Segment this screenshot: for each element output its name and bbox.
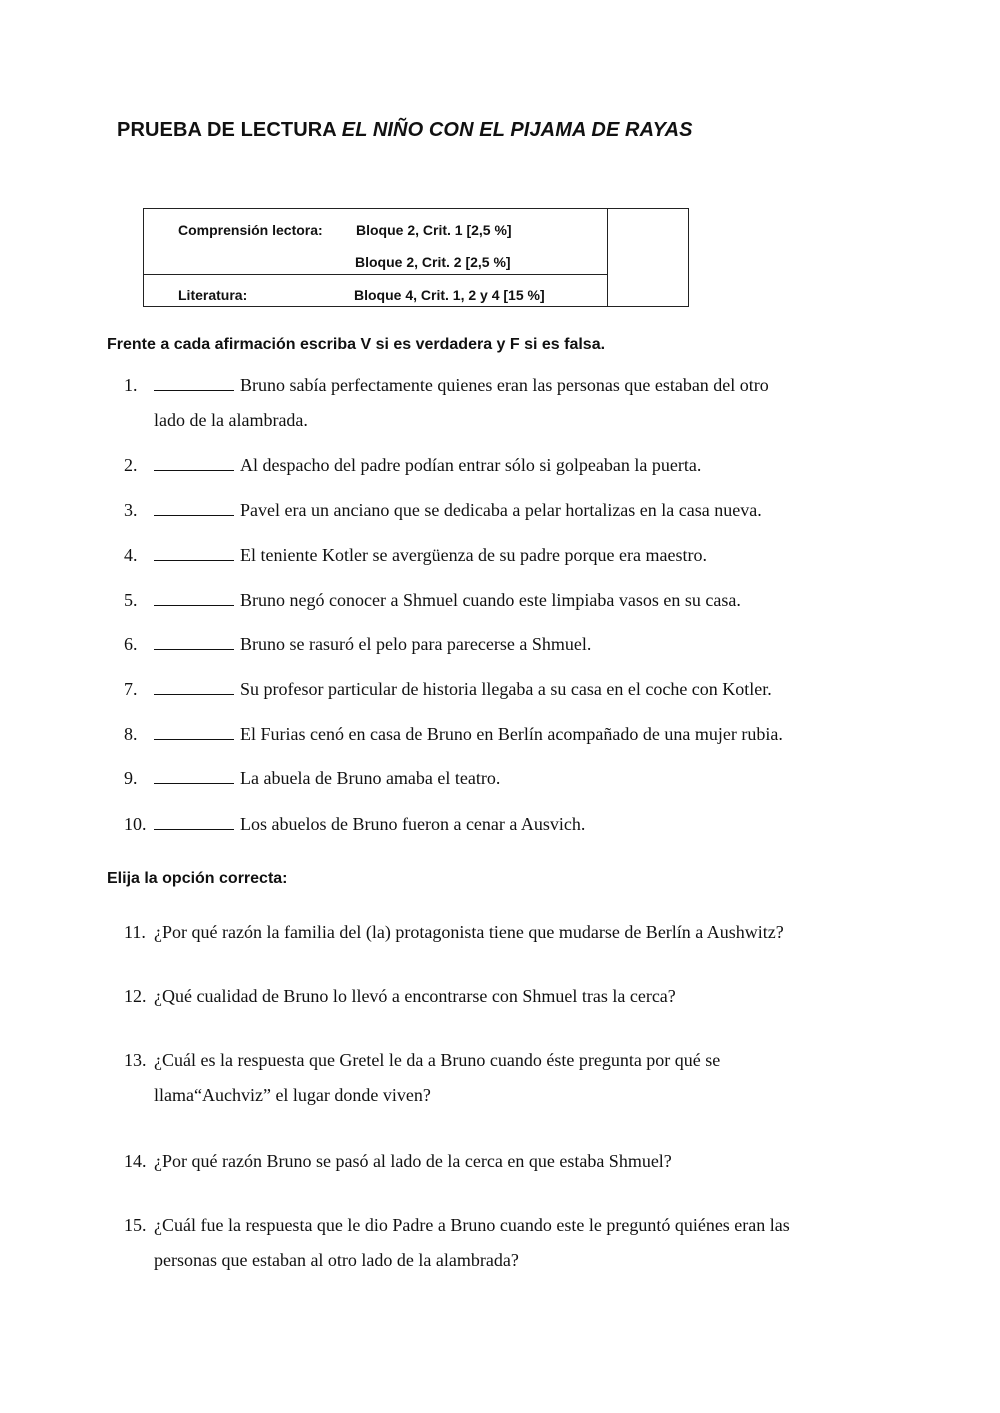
tf-item-9: [124, 761, 500, 796]
item-number: 4.: [124, 545, 138, 565]
grade-box: [608, 209, 689, 306]
question-text: ¿Por qué razón la familia del (la) protagonista tiene que mudarse de Berlín a Aushwitz?: [154, 922, 784, 942]
question-text: ¿Cuál es la respuesta que Gretel le da a Bruno cuando éste pregunta por qué se: [154, 1050, 721, 1070]
title-book: EL NIÑO CON EL PIJAMA DE RAYAS: [341, 119, 693, 141]
comprension-crit-1: Bloque 2, Crit. 1 [2,5 %]: [356, 222, 512, 238]
item-text: Los abuelos de Bruno fueron a cenar a Ausvich.: [240, 814, 586, 834]
tf-item-3: [124, 493, 762, 528]
item-text: Su profesor particular de historia llegaba a su casa en el coche con Kotler.: [240, 679, 772, 699]
tf-item-6: [124, 627, 591, 662]
answer-blank[interactable]: [154, 452, 234, 471]
tf-item-1: [124, 368, 769, 438]
answer-blank[interactable]: [154, 587, 234, 606]
question-11: [124, 915, 784, 950]
tf-item-4: [124, 538, 707, 573]
question-14: [124, 1144, 672, 1179]
page-title: [117, 119, 693, 142]
question-13: [124, 1043, 720, 1113]
item-number: 3.: [124, 500, 138, 520]
item-text: Pavel era un anciano que se dedicaba a pelar hortalizas en la casa nueva.: [240, 500, 762, 520]
item-text: El Furias cenó en casa de Bruno en Berlín acompañado de una mujer rubia.: [240, 724, 783, 744]
literatura-label: Literatura:: [178, 287, 248, 303]
answer-blank[interactable]: [154, 542, 234, 561]
item-number: 8.: [124, 724, 138, 744]
tf-item-5: [124, 583, 741, 618]
question-text: ¿Qué cualidad de Bruno lo llevó a encontrarse con Shmuel tras la cerca?: [154, 986, 676, 1006]
item-number: 6.: [124, 634, 138, 654]
item-number: 2.: [124, 455, 138, 475]
answer-blank[interactable]: [154, 676, 234, 695]
item-text-cont: lado de la alambrada.: [154, 410, 308, 430]
comprension-label: Comprensión lectora:: [178, 222, 323, 238]
item-number: 12.: [124, 986, 147, 1006]
item-number: 9.: [124, 768, 138, 788]
tf-item-7: [124, 672, 772, 707]
tf-item-2: [124, 448, 701, 483]
item-number: 7.: [124, 679, 138, 699]
question-text: ¿Por qué razón Bruno se pasó al lado de la cerca en que estaba Shmuel?: [154, 1151, 672, 1171]
answer-blank[interactable]: [154, 372, 234, 391]
comprension-crit-2: Bloque 2, Crit. 2 [2,5 %]: [355, 254, 511, 270]
answer-blank[interactable]: [154, 497, 234, 516]
literatura-crit: Bloque 4, Crit. 1, 2 y 4 [15 %]: [354, 287, 545, 303]
item-text: Al despacho del padre podían entrar sólo si golpeaban la puerta.: [240, 455, 702, 475]
item-text: Bruno se rasuró el pelo para parecerse a Shmuel.: [240, 634, 592, 654]
question-text: ¿Cuál fue la respuesta que le dio Padre a Bruno cuando este le preguntó quiénes eran las: [154, 1215, 790, 1235]
question-text-cont: llama“Auchviz” el lugar donde viven?: [154, 1085, 431, 1105]
criteria-table: [143, 208, 689, 307]
item-number: 5.: [124, 590, 138, 610]
item-text: Bruno negó conocer a Shmuel cuando este limpiaba vasos en su casa.: [240, 590, 741, 610]
tf-item-8: [124, 717, 783, 752]
section2-instruction: Elija la opción correcta:: [107, 870, 288, 887]
table-divider-horizontal: [144, 274, 607, 275]
question-12: [124, 979, 676, 1014]
item-number: 1.: [124, 375, 138, 395]
question-15: [124, 1208, 790, 1278]
answer-blank[interactable]: [154, 631, 234, 650]
tf-item-10: [124, 807, 585, 842]
item-number: 14.: [124, 1151, 147, 1171]
item-text: Bruno sabía perfectamente quienes eran las personas que estaban del otro: [240, 375, 769, 395]
answer-blank[interactable]: [154, 811, 234, 830]
item-text: El teniente Kotler se avergüenza de su padre porque era maestro.: [240, 545, 707, 565]
answer-blank[interactable]: [154, 765, 234, 784]
item-number: 11.: [124, 922, 146, 942]
title-prefix: PRUEBA DE LECTURA: [117, 119, 342, 141]
item-number: 13.: [124, 1050, 147, 1070]
item-text: La abuela de Bruno amaba el teatro.: [240, 768, 501, 788]
question-text-cont: personas que estaban al otro lado de la alambrada?: [154, 1250, 519, 1270]
item-number: 10.: [124, 814, 147, 834]
answer-blank[interactable]: [154, 721, 234, 740]
section1-instruction: Frente a cada afirmación escriba V si es verdadera y F si es falsa.: [107, 336, 606, 353]
item-number: 15.: [124, 1215, 147, 1235]
